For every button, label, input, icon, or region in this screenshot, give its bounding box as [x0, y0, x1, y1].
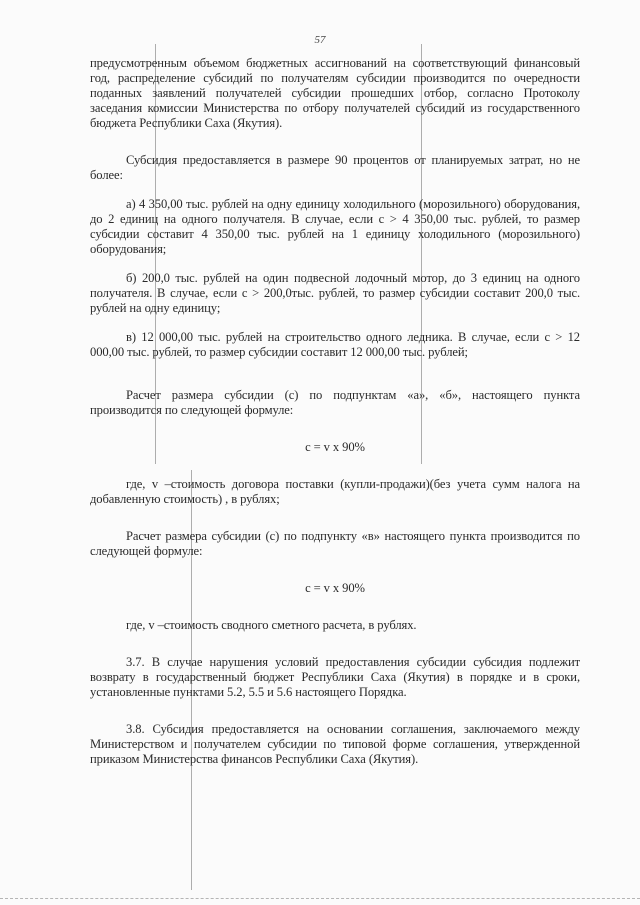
paragraph-calculation-ab: Расчет размера субсидии (с) по подпунктам «а», «б», настоящего пункта производится по следующей формуле: — [90, 388, 580, 417]
paragraph-subitem-b: б) 200,0 тыс. рублей на один подвесной лодочный мотор, до 3 единиц на одного получателя. В случае, если с > 200,0тыс. рублей, то размер субсидии составит 200,0 тыс. рублей на одну единицу; — [90, 271, 580, 315]
paragraph-definition-v: где, v –стоимость сводного сметного расчета, в рублях. — [126, 618, 417, 632]
paragraph-subitem-a: а) 4 350,00 тыс. рублей на одну единицу холодильного (морозильного) оборудования, до 2 единиц на одного получателя. В случае, если с > 4 350,00 тыс. рублей, то размер субсидии составит 4 350,00 тыс. рублей на 1 единицу холодильного (морозильного) оборудования; — [90, 197, 580, 256]
paragraph-allocation-order: предусмотренным объемом бюджетных ассигнований на соответствующий финансовый год, распределение субсидий по получателям субсидии производится по очередности поданных заявлений получателей субсидии прошедших отбор, согласно Протоколу заседания комиссии Министерства по отбору получателей субсидий из государственного бюджета Республики Саха (Якутия). — [90, 56, 580, 130]
paragraph-definition-ab: где, v –стоимость договора поставки (купли-продажи)(без учета сумм налога на добавленную стоимость) , в рублях; — [90, 477, 580, 506]
formula-v: с = v x 90% — [305, 581, 365, 595]
document-body — [90, 56, 580, 767]
scan-bottom-edge — [0, 898, 640, 900]
paragraph-calculation-v: Расчет размера субсидии (с) по подпункту «в» настоящего пункта производится по следующей формуле: — [90, 529, 580, 558]
paragraph-subitem-v: в) 12 000,00 тыс. рублей на строительство одного ледника. В случае, если с > 12 000,00 тыс. рублей, то размер субсидии составит 12 000,00 тыс. рублей; — [90, 330, 580, 359]
page-number: 57 — [314, 34, 326, 46]
paragraph-section-3-8: 3.8. Субсидия предоставляется на основании соглашения, заключаемого между Министерством и получателем субсидии по типовой форме соглашения, утвержденной приказом Министерства финансов Республики Саха (Якутия). — [90, 722, 580, 766]
paragraph-section-3-7: 3.7. В случае нарушения условий предоставления субсидии субсидия подлежит возврату в государственный бюджет Республики Саха (Якутия) в порядке и в сроки, установленные пунктами 5.2, 5.5 и 5.6 настоящего Порядка. — [90, 655, 580, 699]
formula-ab: с = v x 90% — [305, 440, 365, 454]
paragraph-subsidy-rate: Субсидия предоставляется в размере 90 процентов от планируемых затрат, но не более: — [90, 153, 580, 182]
